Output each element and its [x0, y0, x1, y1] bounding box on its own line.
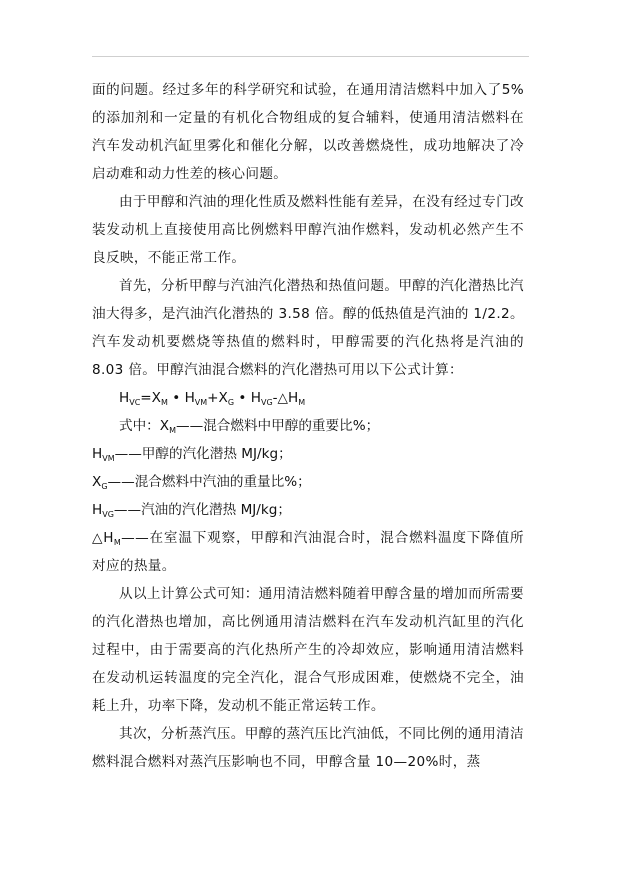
definition-hvg: $H_{VG}——$汽油的汽化潜热 MJ/kg；: [92, 502, 291, 519]
definition-delta-hm: $\triangle H_M——$在室温下观察，甲醇和汽油混合时，混合燃料温度下降值所对应的热量。: [92, 530, 524, 574]
paragraph-2: 由于甲醇和汽油的理化性质及燃料性能有差异，在没有经过专门改装发动机上直接使用高比例燃料甲醇汽油作燃料，发动机必然产生不良反映，不能正常工作。: [92, 194, 524, 266]
paragraph-3: 首先，分析甲醇与汽油汽化潜热和热值问题。甲醇的汽化潜热比汽油大得多，是汽油汽化潜热的 3.58 倍。醇的低热值是汽油的 1/2.2。汽车发动机要燃烧等热值的燃料时，甲醇需要的汽化热将是汽油的 8.03 倍。甲醇汽油混合燃料的汽化潜热可用以下公式计算：: [92, 278, 524, 378]
paragraph-1: 面的问题。经过多年的科学研究和试验，在通用清洁燃料中加入了5%的添加剂和一定量的有机化合物组成的复合辅料，使通用清洁燃料在汽车发动机汽缸里雾化和催化分解，以改善燃烧性，成功地解决了冷启动难和动力性差的核心问题。: [92, 82, 524, 182]
header-rule: [92, 56, 529, 57]
formula-heat-of-vaporization: $H_{VC}=X_M$ • $H_{VM}+X_G$ • $H_{VG}-\triangle H_M$: [119, 390, 306, 407]
definition-xm: 式中：$X_M——$混合燃料中甲醇的重要比%；: [119, 418, 380, 435]
document-body: [92, 76, 524, 776]
paragraph-5: 从以上计算公式可知：通用清洁燃料随着甲醇含量的增加而所需要的汽化潜热也增加，高比例通用清洁燃料在汽车发动机汽缸里的汽化过程中，由于需要高的汽化热所产生的冷却效应，影响通用清洁燃料在发动机运转温度的完全汽化，混合气形成困难，使燃烧不完全，油耗上升，功率下降，发动机不能正常运转工作。: [92, 586, 524, 714]
definition-hvm: $H_{VM}——$甲醇的汽化潜热 MJ/kg；: [92, 446, 292, 463]
paragraph-6: 其次，分析蒸汽压。甲醇的蒸汽压比汽油低，不同比例的通用清洁燃料混合燃料对蒸汽压影响也不同，甲醇含量 10—20%时，蒸: [92, 726, 524, 770]
definition-xg: $X_G——$混合燃料中汽油的重量比%；: [92, 474, 311, 491]
